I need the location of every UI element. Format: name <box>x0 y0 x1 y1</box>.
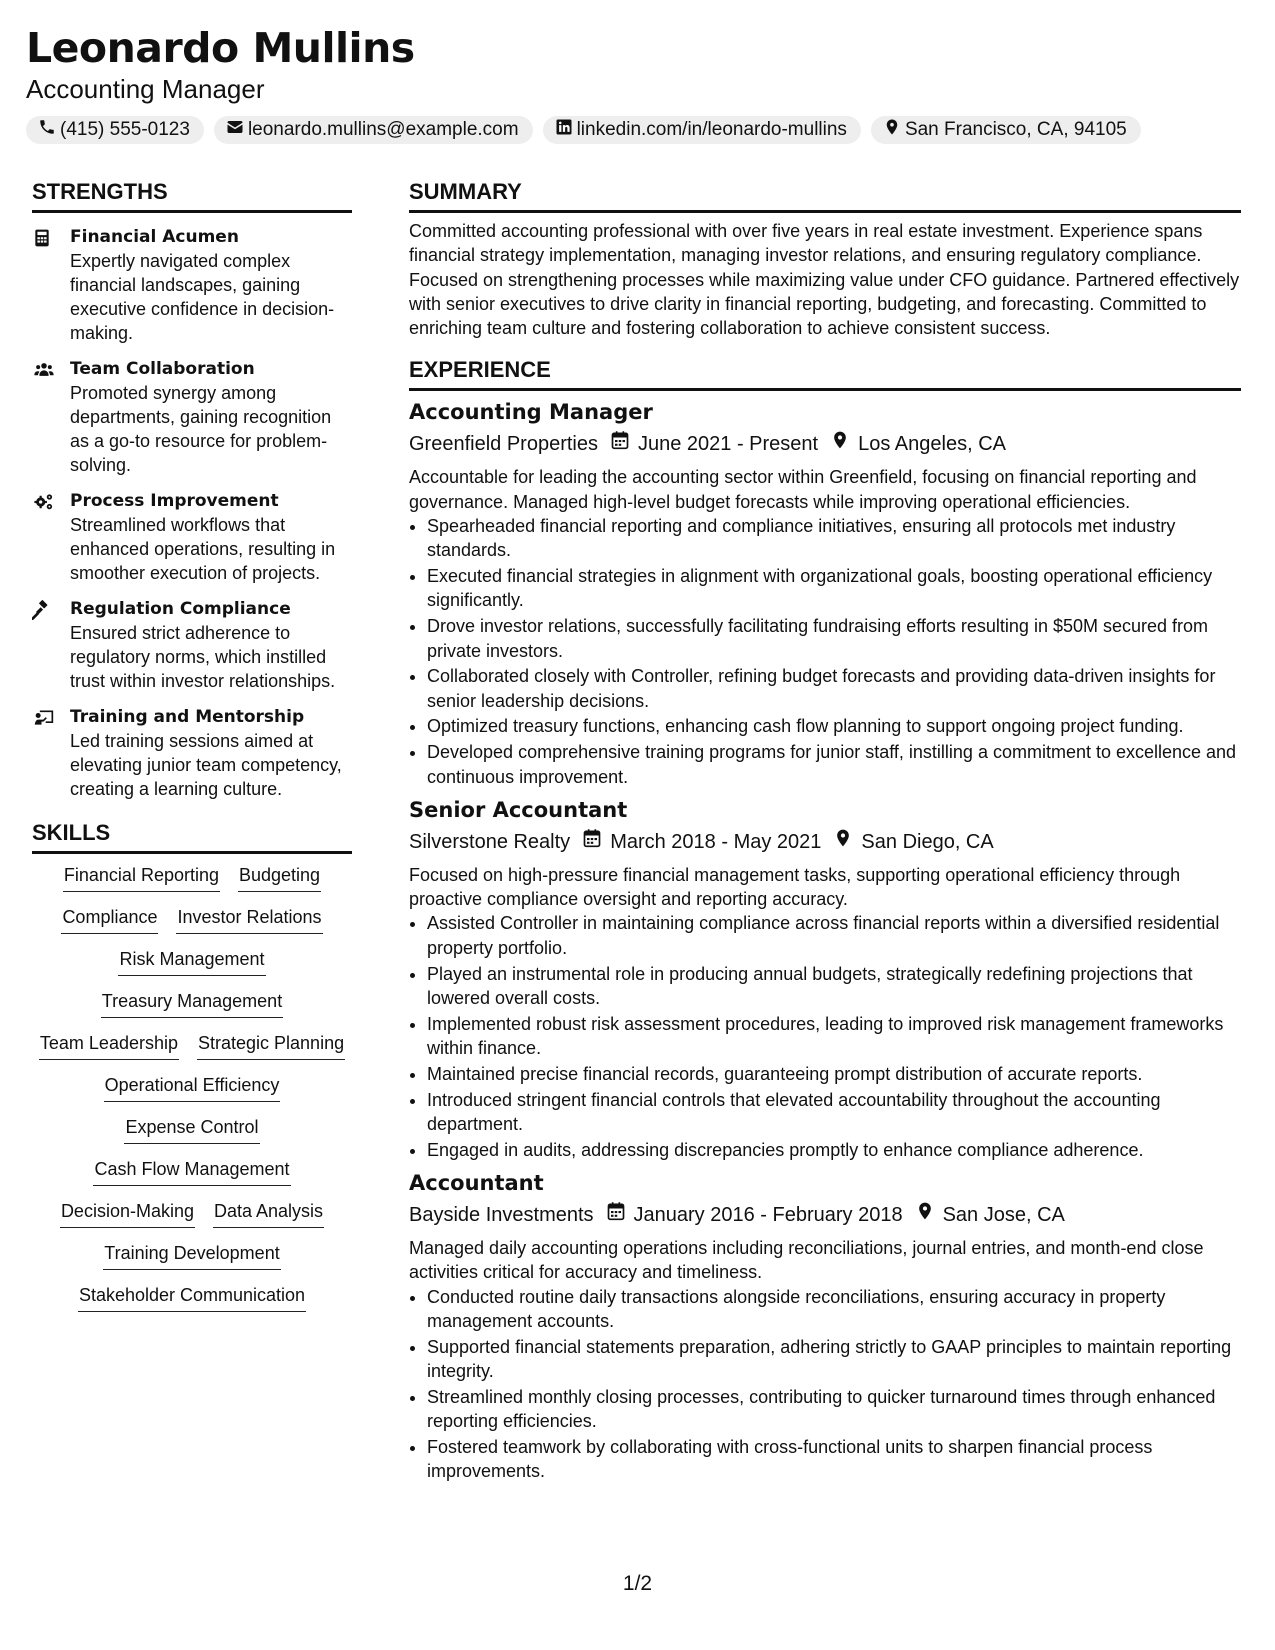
location-chip[interactable] <box>871 116 1141 144</box>
skill-tag: Treasury Management <box>101 990 283 1018</box>
bullet-item: • Supported financial statements preparation, adhering strictly to GAAP principles to maintain reporting integrity. <box>427 1335 1241 1384</box>
strength-item <box>32 225 352 345</box>
bullet-item: • Assisted Controller in maintaining compliance across financial reports within a diversified residential property portfolio. <box>427 911 1241 960</box>
linkedin-chip[interactable] <box>543 116 861 144</box>
bullet-item: • Optimized treasury functions, enhancing cash flow planning to support ongoing project funding. <box>427 714 1241 738</box>
resume-header <box>26 20 1226 144</box>
location-text: San Francisco, CA, 94105 <box>904 119 1127 140</box>
skill-tag: Stakeholder Communication <box>78 1284 306 1312</box>
bullet-item: • Streamlined monthly closing processes, contributing to quicker turnaround times through enhanced reporting efficiencies. <box>427 1385 1241 1434</box>
strengths-list <box>32 213 352 801</box>
skill-tag: Compliance <box>61 906 158 934</box>
skills-heading: SKILLS <box>32 819 352 854</box>
email-text: leonardo.mullins@example.com <box>247 119 519 140</box>
candidate-title: Accounting Manager <box>26 74 265 104</box>
skills-list <box>32 854 352 1312</box>
bullet-item: • Executed financial strategies in alignment with organizational goals, boosting operational efficiency significantly. <box>427 564 1241 613</box>
company-name: Silverstone Realty <box>409 830 571 853</box>
skill-tag: Decision-Making <box>60 1200 195 1228</box>
map-marker-icon <box>818 429 858 459</box>
page-number: 1/2 <box>622 1572 653 1595</box>
skill-tag: Expense Control <box>124 1116 259 1144</box>
experience-heading: EXPERIENCE <box>409 356 1241 391</box>
bullet-item: • Spearheaded financial reporting and compliance initiatives, ensuring all protocols met industry standards. <box>427 514 1241 563</box>
skill-tag: Cash Flow Management <box>93 1158 290 1186</box>
bullet-item: • Engaged in audits, addressing discrepancies promptly to enhance compliance adherence. <box>427 1138 1241 1162</box>
job-title: Senior Accountant <box>409 797 628 822</box>
strength-title: Process Improvement <box>70 491 279 511</box>
summary-text: Committed accounting professional with over five years in real estate investment. Experience spans financial strategy implementation, managing investor relations, and ensuring regulatory compliance. Focused on strengthening processes while maximizing value under CFO guidance. Partnered effectively with senior executives to drive clarity in financial reporting, budgeting, and forecasting. Committed to enriching team culture and fostering collaboration to achieve consistent success. <box>409 221 1240 339</box>
envelope-icon <box>226 118 244 142</box>
job-location: Los Angeles, CA <box>858 433 1006 456</box>
bullet-item: • Implemented robust risk assessment procedures, leading to improved risk management frameworks within finance. <box>427 1012 1241 1061</box>
summary-heading: SUMMARY <box>409 178 1241 213</box>
phone-chip[interactable] <box>26 116 204 144</box>
job-description: Managed daily accounting operations including reconciliations, journal entries, and month-end close activities critical for accuracy and timeliness. <box>409 1237 1204 1283</box>
skill-tag: Strategic Planning <box>197 1032 345 1060</box>
phone-icon <box>38 118 56 142</box>
strength-desc: Expertly navigated complex financial landscapes, gaining executive confidence in decision-making. <box>70 251 335 343</box>
job-entry <box>409 397 1241 788</box>
strength-item <box>32 357 352 477</box>
strength-item <box>32 489 352 585</box>
skill-tag: Data Analysis <box>213 1200 324 1228</box>
job-location: San Diego, CA <box>861 830 994 853</box>
map-marker-icon <box>883 118 901 142</box>
strength-title: Training and Mentorship <box>70 707 305 727</box>
job-dates: January 2016 - February 2018 <box>633 1203 903 1226</box>
job-dates: March 2018 - May 2021 <box>610 830 822 853</box>
strength-title: Team Collaboration <box>70 359 255 379</box>
phone-text: (415) 555-0123 <box>60 119 190 140</box>
job-description: Accountable for leading the accounting sector within Greenfield, focusing on financial reporting and governance. Managed high-level budget forecasts while improving operational efficiencies. <box>409 467 1197 512</box>
skill-tag: Budgeting <box>238 864 321 892</box>
job-meta <box>409 1200 1241 1230</box>
gavel-icon <box>32 597 70 693</box>
strength-title: Financial Acumen <box>70 227 239 247</box>
bullet-item: • Maintained precise financial records, guaranteeing prompt distribution of accurate reports. <box>427 1062 1241 1086</box>
calendar-icon <box>570 827 610 857</box>
right-column <box>409 178 1241 1485</box>
bullet-item: • Collaborated closely with Controller, refining budget forecasts and providing data-driven insights for senior leadership decisions. <box>427 664 1241 713</box>
job-dates: June 2021 - Present <box>637 433 819 456</box>
bullet-item: • Played an instrumental role in producing annual budgets, strategically redefining projections that lowered overall costs. <box>427 962 1241 1011</box>
strength-desc: Promoted synergy among departments, gaining recognition as a go-to resource for problem-solving. <box>70 383 332 475</box>
calculator-icon <box>32 225 70 345</box>
chalkboard-teacher-icon <box>32 705 70 801</box>
strength-desc: Led training sessions aimed at elevating junior team competency, creating a learning culture. <box>70 731 342 799</box>
bullet-item: • Introduced stringent financial controls that elevated accountability throughout the accounting department. <box>427 1088 1241 1137</box>
strength-desc: Streamlined workflows that enhanced operations, resulting in smoother execution of projects. <box>70 515 336 583</box>
email-chip[interactable] <box>214 116 533 144</box>
map-marker-icon <box>903 1200 943 1230</box>
bullet-item: • Drove investor relations, successfully facilitating fundraising efforts resulting in $50M secured from private investors. <box>427 614 1241 663</box>
job-bullets <box>409 514 1241 789</box>
bullet-item: • Developed comprehensive training programs for junior staff, instilling a commitment to excellence and continuous improvement. <box>427 740 1241 789</box>
job-location: San Jose, CA <box>942 1203 1065 1226</box>
skill-tag: Financial Reporting <box>63 864 220 892</box>
strength-item <box>32 597 352 693</box>
bullet-item: • Fostered teamwork by collaborating with cross-functional units to sharpen financial process improvements. <box>427 1435 1241 1484</box>
candidate-name: Leonardo Mullins <box>26 24 415 72</box>
left-column <box>32 178 352 1312</box>
cogs-icon <box>32 489 70 585</box>
skill-tag: Risk Management <box>118 948 265 976</box>
job-title: Accounting Manager <box>409 400 653 425</box>
linkedin-text: linkedin.com/in/leonardo-mullins <box>576 119 847 140</box>
contact-bar <box>26 116 1226 144</box>
job-description: Focused on high-pressure financial management tasks, supporting operational efficiency through proactive compliance oversight and reporting accuracy. <box>409 864 1181 910</box>
skill-tag: Investor Relations <box>176 906 322 934</box>
company-name: Greenfield Properties <box>409 433 598 456</box>
job-entry <box>409 795 1241 1162</box>
bullet-item: • Conducted routine daily transactions alongside reconciliations, ensuring accuracy in property management accounts. <box>427 1285 1241 1334</box>
job-entry <box>409 1168 1241 1483</box>
linkedin-icon <box>555 118 573 142</box>
calendar-icon <box>598 429 638 459</box>
job-meta <box>409 827 1241 857</box>
users-icon <box>32 357 70 477</box>
company-name: Bayside Investments <box>409 1203 594 1226</box>
skill-tag: Team Leadership <box>39 1032 179 1060</box>
job-bullets <box>409 1285 1241 1484</box>
skill-tag: Training Development <box>103 1242 280 1270</box>
job-title: Accountant <box>409 1170 544 1195</box>
strength-desc: Ensured strict adherence to regulatory norms, which instilled trust within investor relationships. <box>70 623 336 691</box>
strength-title: Regulation Compliance <box>70 599 291 619</box>
strengths-heading: STRENGTHS <box>32 178 352 213</box>
skill-tag: Operational Efficiency <box>104 1074 281 1102</box>
map-marker-icon <box>821 827 861 857</box>
job-meta <box>409 429 1241 459</box>
job-bullets <box>409 911 1241 1161</box>
calendar-icon <box>594 1200 634 1230</box>
strength-item <box>32 705 352 801</box>
